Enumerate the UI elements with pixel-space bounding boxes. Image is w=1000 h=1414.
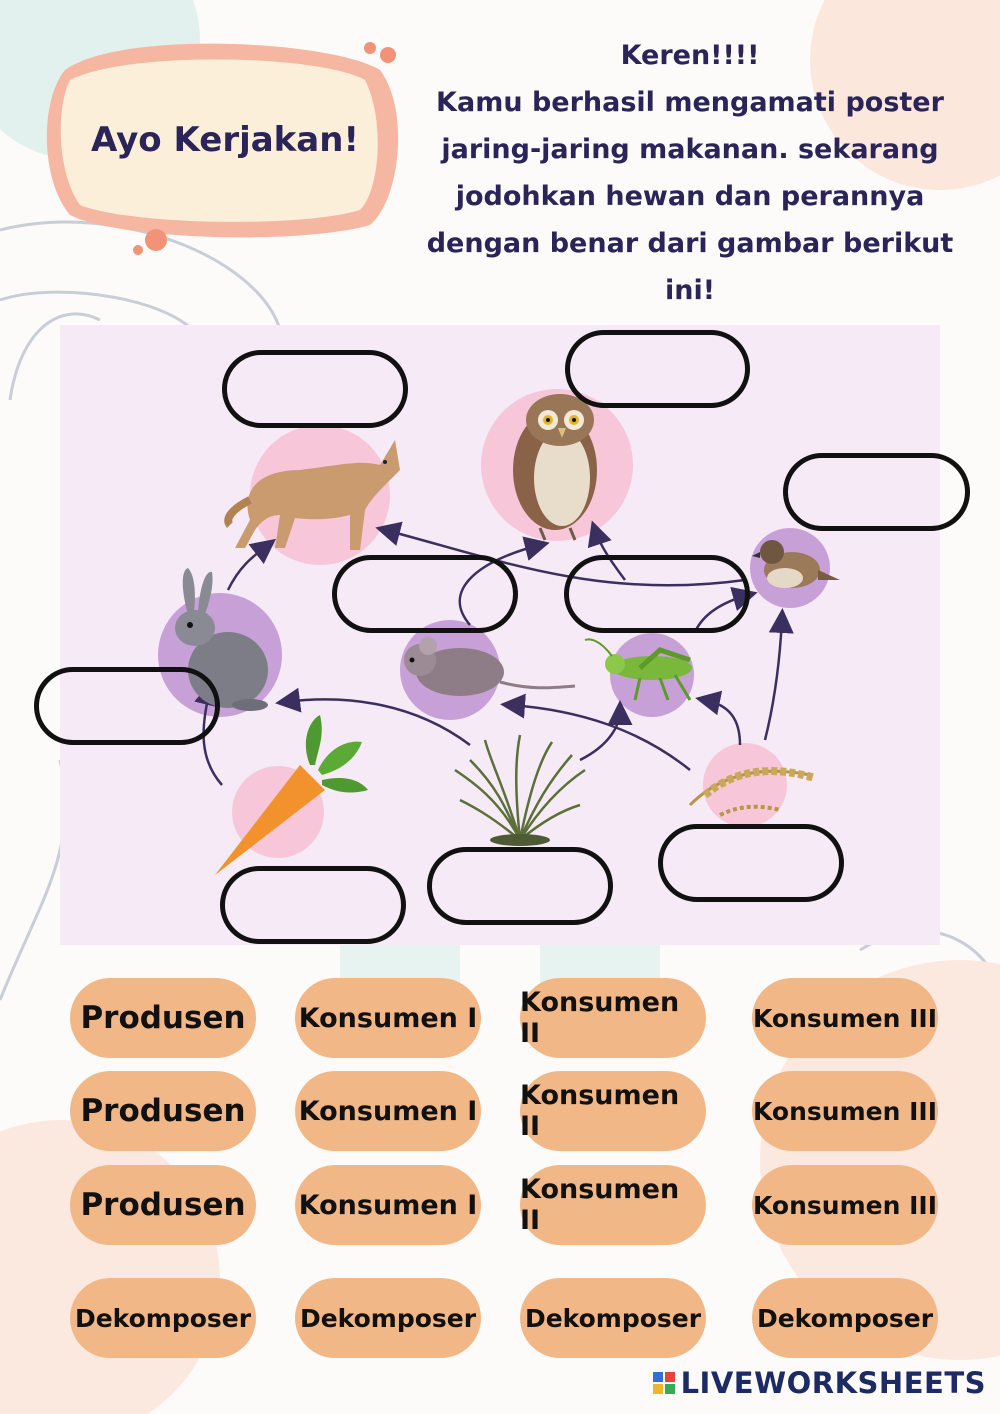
chip-konsumen-2[interactable]: Konsumen II (520, 978, 706, 1058)
chip-konsumen-1[interactable]: Konsumen I (295, 978, 481, 1058)
chip-produsen[interactable]: Produsen (70, 1165, 256, 1245)
answer-slot-fox[interactable] (222, 350, 408, 428)
answer-slot-grasshopper[interactable] (564, 555, 750, 633)
chip-konsumen-2[interactable]: Konsumen II (520, 1165, 706, 1245)
answer-slot-rice[interactable] (658, 824, 844, 902)
brand-text: LIVEWORKSHEETS (680, 1366, 986, 1400)
chip-dekomposer[interactable]: Dekomposer (295, 1278, 481, 1358)
instructions-line: jaring-jaring makanan. sekarang (441, 134, 939, 165)
liveworksheets-logo-icon (653, 1372, 675, 1394)
chip-dekomposer[interactable]: Dekomposer (70, 1278, 256, 1358)
answer-slot-carrot[interactable] (220, 866, 406, 944)
chip-konsumen-2[interactable]: Konsumen II (520, 1071, 706, 1151)
brand-footer (653, 1366, 986, 1400)
chip-dekomposer[interactable]: Dekomposer (520, 1278, 706, 1358)
answer-slot-grass[interactable] (427, 847, 613, 925)
chip-produsen[interactable]: Produsen (70, 1071, 256, 1151)
instructions-line: Keren!!!! (620, 40, 760, 71)
instructions-line: jodohkan hewan dan perannya (455, 181, 925, 212)
answer-slot-owl[interactable] (565, 330, 750, 408)
chip-konsumen-3[interactable]: Konsumen III (752, 978, 938, 1058)
chip-konsumen-1[interactable]: Konsumen I (295, 1165, 481, 1245)
chip-produsen[interactable]: Produsen (70, 978, 256, 1058)
instructions-line: ini! (664, 275, 716, 306)
answer-slot-mouse[interactable] (332, 555, 518, 633)
answer-slot-sparrow[interactable] (783, 453, 970, 531)
page-title: Ayo Kerjakan! (91, 120, 359, 160)
grass-icon (455, 735, 585, 846)
chip-konsumen-3[interactable]: Konsumen III (752, 1165, 938, 1245)
chip-dekomposer[interactable]: Dekomposer (752, 1278, 938, 1358)
answer-slot-rabbit[interactable] (34, 667, 220, 745)
instructions-line: Kamu berhasil mengamati poster (436, 87, 944, 118)
instructions-line: dengan benar dari gambar berikut (426, 228, 954, 259)
chip-konsumen-1[interactable]: Konsumen I (295, 1071, 481, 1151)
chip-konsumen-3[interactable]: Konsumen III (752, 1071, 938, 1151)
